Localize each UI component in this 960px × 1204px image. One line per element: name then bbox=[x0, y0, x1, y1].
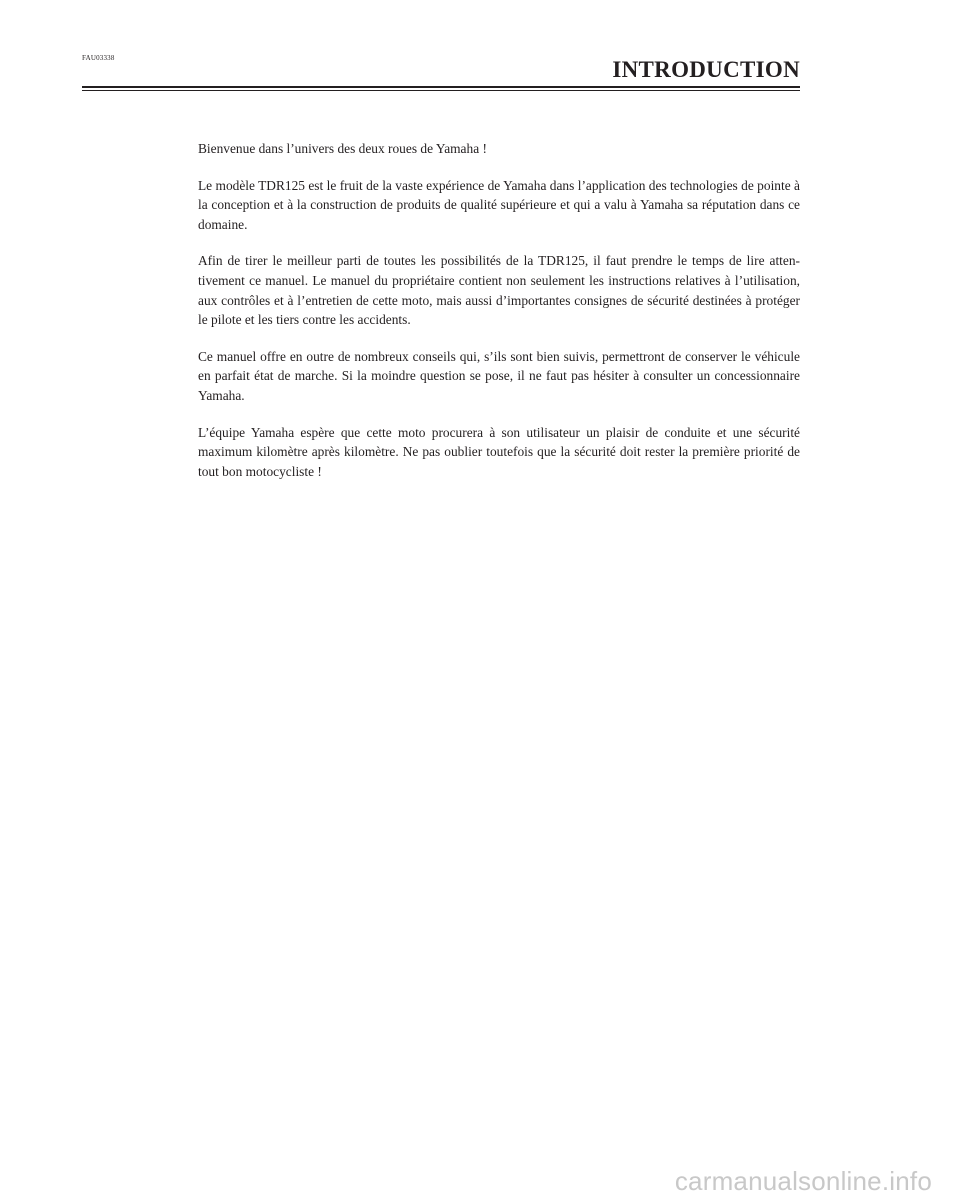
header-rule-thin bbox=[82, 90, 800, 91]
header-rule-thick bbox=[82, 86, 800, 88]
page-title: INTRODUCTION bbox=[612, 57, 800, 82]
paragraph-model: Le modèle TDR125 est le fruit de la vaste expérience de Yamaha dans l’application des technologies de pointe à la conception et à la construction de produits de qualité supérieure et qui a valu à Yamaha sa réputation dans ce domaine. bbox=[198, 177, 800, 232]
paragraph-safety: L’équipe Yamaha espère que cette moto procurera à son utilisateur un plaisir de conduite et une sécurité maximum kilomètre après kilomètre. Ne pas oublier toutefois que la sécurité doit rester la première priorité de tout bon motocycliste ! bbox=[198, 424, 800, 479]
paragraph-welcome: Bienvenue dans l’univers des deux roues de Yamaha ! bbox=[198, 141, 487, 156]
paragraph-advice: Ce manuel offre en outre de nombreux conseils qui, s’ils sont bien suivis, permettront de conserver le véhicule en parfait état de marche. Si la moindre question se pose, il ne faut pas hésiter à consulter un concessionnaire Yamaha. bbox=[198, 348, 800, 403]
site-watermark: carmanualsonline.info bbox=[674, 1166, 932, 1196]
introduction-body bbox=[198, 139, 800, 498]
paragraph-manual: Afin de tirer le meilleur parti de toutes les possibilités de la TDR125, il faut prendre le temps de lire attentivement ce manuel. Le manuel du propriétaire contient non seulement les instructions relatives à l’utilisation, aux contrôles et à l’entretien de cette moto, mais aussi d’importantes consignes de sécurité destinées à protéger le pilote et les tiers contre les accidents. bbox=[198, 253, 800, 328]
reference-code: FAU03338 bbox=[82, 54, 115, 62]
